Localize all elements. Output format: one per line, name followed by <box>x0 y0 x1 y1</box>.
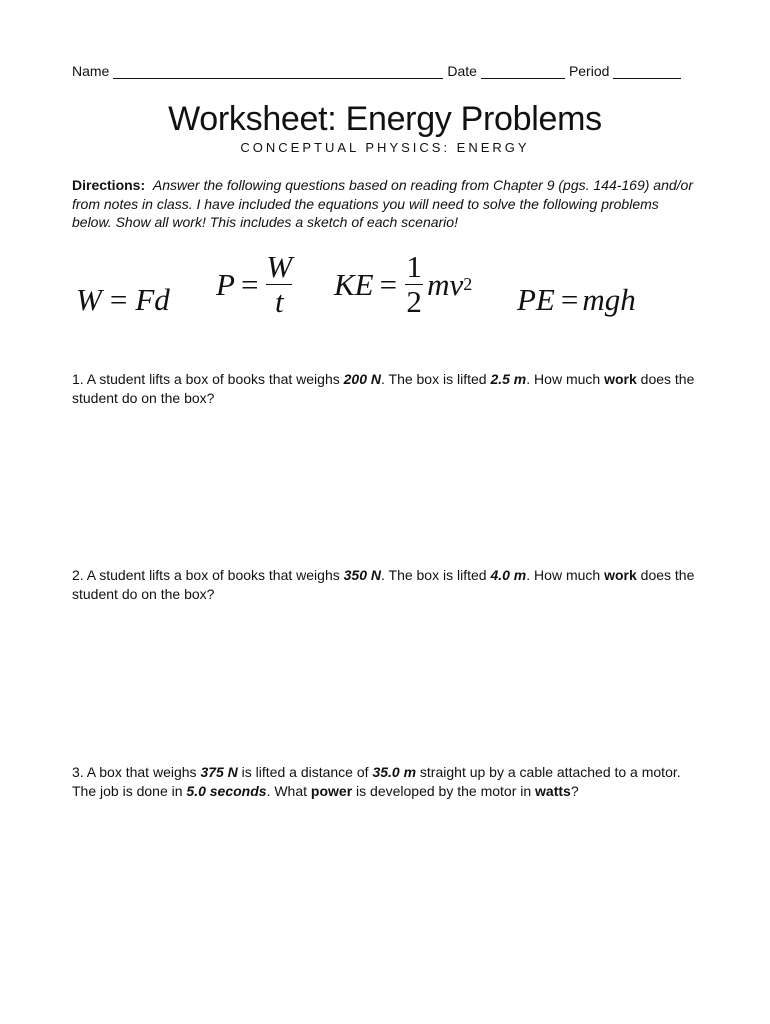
question-text: does the student do on the box? <box>72 567 695 602</box>
work-lhs: W <box>76 282 102 317</box>
value-distance: 4.0 m <box>490 567 527 583</box>
question-text: straight up by a cable attached to a motor. The job is done in <box>72 764 681 799</box>
question-text: ? <box>570 782 579 799</box>
keyword-work: work <box>604 567 637 583</box>
name-field[interactable] <box>113 64 443 79</box>
directions-text: Answer the following questions based on reading from Chapter 9 (pgs. 144-169) and/or from notes in class. I have included the equations you will need to solve the following problems below. Show all work! This includes a sketch of each scenario! <box>72 177 694 230</box>
question-number: 2. <box>72 567 84 583</box>
page-title: Worksheet: Energy Problems <box>168 100 602 138</box>
work-equals: = <box>109 282 128 317</box>
keyword-watts: watts <box>535 782 571 799</box>
keyword-power: power <box>310 782 353 799</box>
directions-label: Directions: <box>72 177 146 193</box>
equation-kinetic-energy <box>334 250 472 319</box>
student-info-line <box>72 63 698 79</box>
work-rhs: Fd <box>135 282 170 317</box>
question-text: A student lifts a box of books that weighs <box>83 371 344 387</box>
question-3 <box>72 763 702 800</box>
question-number: 3. <box>72 764 84 780</box>
question-text: . The box is lifted <box>380 567 491 583</box>
period-field[interactable] <box>613 64 681 79</box>
pe-equals: = <box>560 282 579 317</box>
power-numerator: W <box>266 249 293 284</box>
ke-fraction <box>405 250 423 319</box>
date-field[interactable] <box>481 64 565 79</box>
power-equals: = <box>240 266 259 302</box>
question-text: . How much <box>526 567 605 583</box>
ke-exponent: 2 <box>463 274 473 294</box>
value-weight: 350 N <box>343 567 381 583</box>
value-weight: 375 N <box>200 764 238 780</box>
question-number: 1. <box>72 371 84 387</box>
question-1 <box>72 370 702 407</box>
question-2 <box>72 566 702 603</box>
question-text: . The box is lifted <box>380 371 491 387</box>
value-time: 5.0 seconds <box>186 782 267 799</box>
page-subtitle: CONCEPTUAL PHYSICS: ENERGY <box>240 140 530 155</box>
value-distance: 35.0 m <box>372 764 417 780</box>
pe-rhs: mgh <box>582 282 636 317</box>
question-text: is lifted a distance of <box>237 764 373 780</box>
ke-equals: = <box>379 266 398 302</box>
question-text: does the student do on the box? <box>72 371 695 406</box>
ke-denominator: 2 <box>406 284 422 319</box>
ke-numerator: 1 <box>406 249 422 284</box>
value-weight: 200 N <box>343 371 381 387</box>
pe-lhs: PE <box>517 282 555 317</box>
question-text: A box that weighs <box>83 764 201 780</box>
date-label: Date <box>447 63 477 79</box>
ke-lhs: KE <box>334 266 374 302</box>
power-denominator: t <box>275 284 284 319</box>
power-lhs: P <box>216 266 235 302</box>
keyword-work: work <box>604 371 637 387</box>
question-text: . How much <box>526 371 605 387</box>
name-label: Name <box>72 63 110 79</box>
equation-work <box>76 282 170 318</box>
question-text: A student lifts a box of books that weighs <box>83 567 344 583</box>
equation-power <box>216 250 296 319</box>
question-text: is developed by the motor in <box>352 782 536 799</box>
ke-rhs: mv <box>427 266 464 302</box>
directions <box>72 176 702 232</box>
period-label: Period <box>568 63 610 79</box>
value-distance: 2.5 m <box>490 371 527 387</box>
equation-potential-energy <box>517 282 636 318</box>
power-fraction <box>266 250 292 319</box>
question-text: . What <box>266 782 311 799</box>
